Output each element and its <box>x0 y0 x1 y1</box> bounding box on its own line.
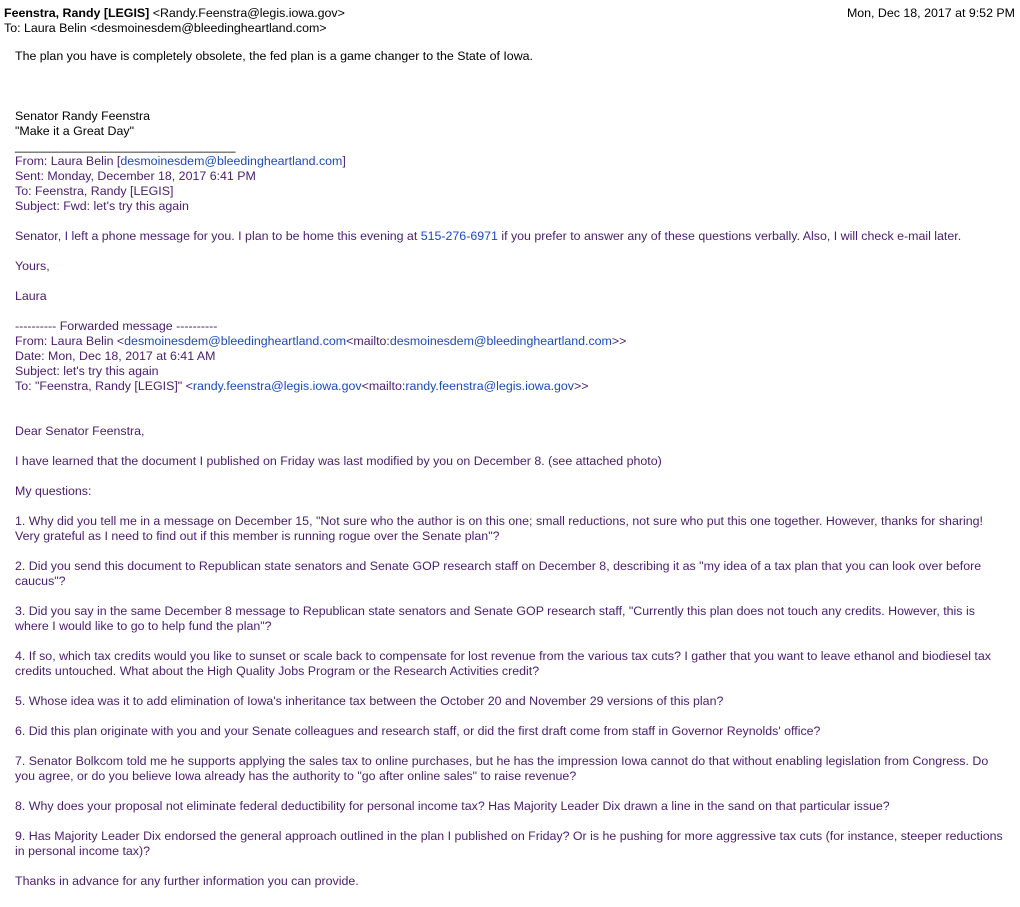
question-6: 6. Did this plan originate with you and your Senate colleagues and research staff, or did the first draft come from staff in Governor Reynolds' office? <box>15 724 821 738</box>
forwarded-date: Date: Mon, Dec 18, 2017 at 6:41 AM <box>15 349 216 363</box>
email-recipient: To: Laura Belin <desmoinesdem@bleedingheartland.com> <box>4 21 327 35</box>
letter-greeting: Dear Senator Feenstra, <box>15 424 145 438</box>
forwarded-from-mailto-link[interactable]: desmoinesdem@bleedingheartland.com <box>389 334 612 348</box>
message-signoff: Laura <box>15 289 47 303</box>
phone-link[interactable]: 515-276-6971 <box>420 229 498 243</box>
sender-email: <Randy.Feenstra@legis.iowa.gov> <box>152 6 345 20</box>
quoted-message <box>15 154 1005 889</box>
question-2: 2. Did you send this document to Republican state senators and Senate GOP research staff on December 8, describing it as "my idea of a tax plan that you can look over before caucus"? <box>15 559 982 588</box>
questions-label: My questions: <box>15 484 92 498</box>
sender-name: Feenstra, Randy [LEGIS] <box>4 6 150 20</box>
forwarded-to: To: "Feenstra, Randy [LEGIS]" <randy.feenstra@legis.iowa.gov<mailto:randy.feenstra@legis.iowa.gov>> <box>15 379 589 393</box>
forwarded-to-mailto-link[interactable]: randy.feenstra@legis.iowa.gov <box>405 379 575 393</box>
signature-separator: ________________________________ <box>15 139 236 153</box>
reply-text: The plan you have is completely obsolete, the fed plan is a game changer to the State of Iowa. <box>15 49 533 63</box>
email-body <box>15 49 1005 889</box>
question-9: 9. Has Majority Leader Dix endorsed the general approach outlined in the plan I published on Friday? Or is he pushing for more aggressive tax cuts (for instance, steeper reductions in personal income tax)? <box>15 829 1003 858</box>
question-7: 7. Senator Bolkcom told me he supports applying the sales tax to online purchases, but he has the impression Iowa cannot do that without enabling legislation from Congress. Do you agree, or do you believe Iowa already has the authority to "go after online sales" to raise revenue? <box>15 754 989 783</box>
signature-motto: "Make it a Great Day" <box>15 124 134 138</box>
quoted-from-email-link[interactable]: desmoinesdem@bleedingheartland.com <box>120 154 343 168</box>
question-3: 3. Did you say in the same December 8 message to Republican state senators and Senate GOP research staff, "Currently this plan does not touch any credits. However, this is where I would like to go to help fund the plan"? <box>15 604 975 633</box>
message-paragraph: Senator, I left a phone message for you. I plan to be home this evening at 515-276-6971 if you prefer to answer any of these questions verbally. Also, I will check e-mail later. <box>15 229 962 243</box>
question-5: 5. Whose idea was it to add elimination of Iowa's inheritance tax between the October 20 and November 29 versions of this plan? <box>15 694 724 708</box>
forwarded-from: From: Laura Belin <desmoinesdem@bleedingheartland.com<mailto:desmoinesdem@bleedingheartland.com>> <box>15 334 627 348</box>
email-date: Mon, Dec 18, 2017 at 9:52 PM <box>846 6 1015 20</box>
forwarded-marker: ---------- Forwarded message ---------- <box>15 319 218 333</box>
forwarded-from-email-link[interactable]: desmoinesdem@bleedingheartland.com <box>124 334 347 348</box>
quoted-from: From: Laura Belin [desmoinesdem@bleedingheartland.com] <box>15 154 346 168</box>
forwarded-to-email-link[interactable]: randy.feenstra@legis.iowa.gov <box>192 379 362 393</box>
message-closing: Yours, <box>15 259 50 273</box>
email-sender <box>4 6 345 21</box>
quoted-sent: Sent: Monday, December 18, 2017 6:41 PM <box>15 169 256 183</box>
question-1: 1. Why did you tell me in a message on December 15, "Not sure who the author is on this one; small reductions, not sure who put this one together. However, thanks for sharing! Very grateful as I need to find out if this member is running rogue over the Senate plan"? <box>15 514 983 543</box>
quoted-subject: Subject: Fwd: let's try this again <box>15 199 189 213</box>
question-8: 8. Why does your proposal not eliminate federal deductibility for personal income tax? Has Majority Leader Dix drawn a line in the sand on that particular issue? <box>15 799 890 813</box>
quoted-to: To: Feenstra, Randy [LEGIS] <box>15 184 174 198</box>
question-4: 4. If so, which tax credits would you like to sunset or scale back to compensate for lost revenue from the various tax cuts? I gather that you want to leave ethanol and biodiesel tax credits untouched. What about the High Quality Jobs Program or the Research Activities credit? <box>15 649 991 678</box>
letter-thanks: Thanks in advance for any further information you can provide. <box>15 874 359 888</box>
forwarded-subject: Subject: let's try this again <box>15 364 159 378</box>
signature-name: Senator Randy Feenstra <box>15 109 150 123</box>
letter-intro: I have learned that the document I published on Friday was last modified by you on December 8. (see attached photo) <box>15 454 662 468</box>
